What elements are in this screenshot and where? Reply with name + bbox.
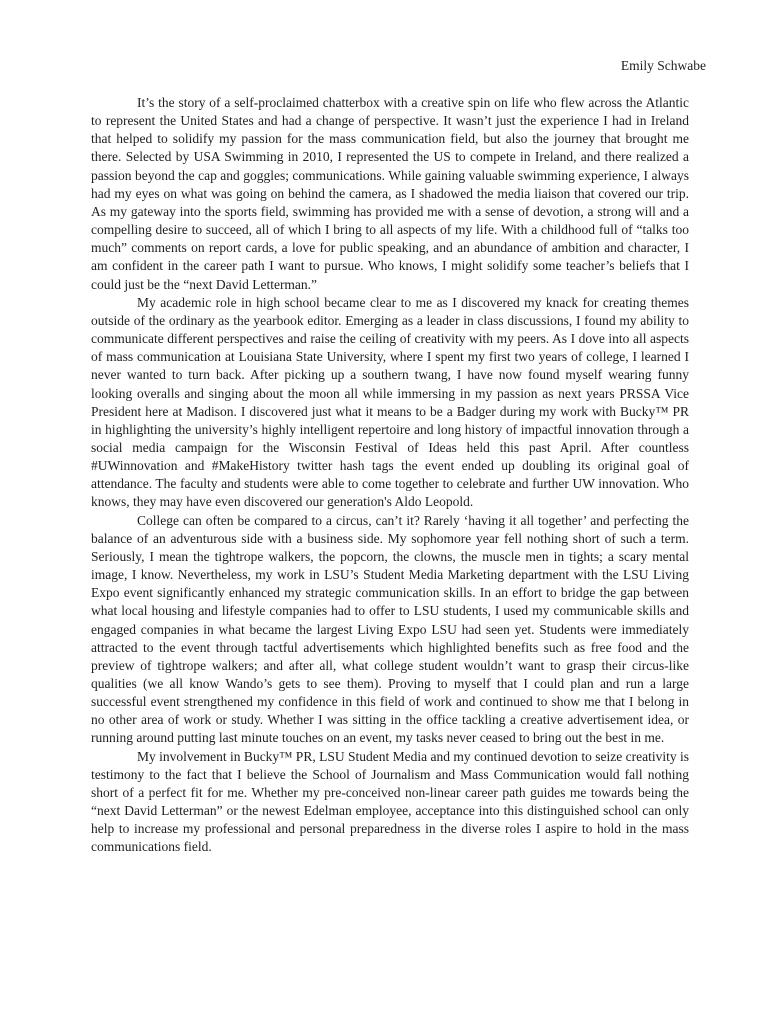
paragraph-4: My involvement in Bucky™ PR, LSU Student Media and my continued devotion to seize creativity is testimony to the fact that I believe the School of Journalism and Mass Communication would fall nothing short of a perfect fit for me. Whether my pre-conceived non-linear career path guides me towards being the “next David Letterman” or the newest Edelman employee, acceptance into this distinguished school can only help to increase my professional and personal preparedness in the diverse roles I aspire to hold in the mass communications field. [91, 748, 689, 855]
author-name: Emily Schwabe [620, 58, 706, 73]
paragraph-1: It’s the story of a self-proclaimed chatterbox with a creative spin on life who flew across the Atlantic to represent the United States and had a change of perspective. It wasn’t just the experience I had in Ireland that helped to solidify my passion for the mass communication field, but also the journey that brought me there. Selected by USA Swimming in 2010, I represented the US to compete in Ireland, and there realized a passion beyond the cap and goggles; communications. While gaining valuable swimming experience, I always had my eyes on what was going on behind the camera, as I shadowed the media liaison that covered our trip. As my gateway into the sports field, swimming has provided me with a sense of devotion, a strong will and a compelling desire to succeed, all of which I bring to all aspects of my life. With a childhood full of “talks too much” comments on report cards, a love for public speaking, and an abundance of ambition and character, I am confident in the career path I want to pursue. Who knows, I might solidify some teacher’s beliefs that I could just be the “next David Letterman.” [91, 95, 689, 292]
paragraph-3: College can often be compared to a circus, can’t it? Rarely ‘having it all together’ and perfecting the balance of an adventurous side with a business side. My sophomore year fell nothing short of such a term. Seriously, I mean the tightrope walkers, the popcorn, the clowns, the muscle men in tights; a scary mental image, I know. Nevertheless, my work in LSU’s Student Media Marketing department with the LSU Living Expo event significantly enhanced my strategic communication skills. In an effort to bridge the gap between what local housing and lifestyle companies had to offer to LSU students, I used my communicable skills and engaged companies in what became the largest Living Expo LSU had seen yet. Students were immediately attracted to the event through tactful advertisements which highlighted benefits such as free food and the preview of tightrope walkers; and after all, what college student wouldn’t want to grasp their circus-like qualities (we all know Wando’s gets to see them). Proving to myself that I could plan and run a large successful event strengthened my confidence in this field of work and continued to show me that I belong in no other area of work or study. Whether I was sitting in the office tackling a creative advertisement idea, or running around putting last minute touches on an event, my tasks never ceased to bring out the best in me. [91, 512, 689, 746]
essay-body [91, 94, 689, 857]
paragraph-2: My academic role in high school became clear to me as I discovered my knack for creating themes outside of the ordinary as the yearbook editor. Emerging as a leader in class discussions, I found my ability to communicate different perspectives and raise the ceiling of creativity with my peers. As I dove into all aspects of mass communication at Louisiana State University, where I spent my first two years of college, I learned I never wanted to turn back. After picking up a southern twang, I have now found myself wearing funny looking overalls and singing about the moon all while immersing in my passion as next years PRSSA Vice President here at Madison. I discovered just what it means to be a Badger during my work with Bucky™ PR in highlighting the university’s highly intelligent repertoire and long history of impactful innovation through a social media campaign for the Wisconsin Festival of Ideas held this past April. After countless #UWinnovation and #MakeHistory twitter hash tags the event ended up doubling its original goal of attendance. The faculty and students were able to come together to celebrate and further UW innovation. Who knows, they may have even discovered our generation's Aldo Leopold. [91, 294, 689, 510]
